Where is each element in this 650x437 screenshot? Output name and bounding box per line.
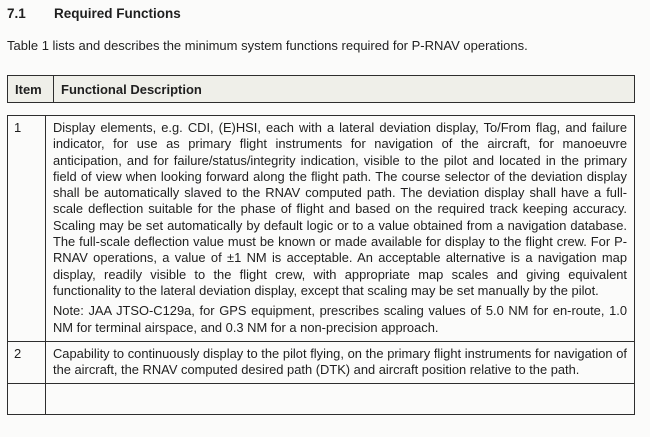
table-row — [8, 116, 634, 342]
description-paragraph: Capability to continuously display to the pilot flying, on the primary flight instruments for navigation of the aircraft, the RNAV computed desired path (DTK) and aircraft position relative to the path. — [53, 345, 627, 378]
intro-paragraph: Table 1 lists and describes the minimum system functions required for P-RNAV operations. — [7, 38, 528, 53]
item-cell — [8, 384, 46, 414]
section-number: 7.1 — [7, 6, 26, 21]
header-cell-item: Item — [8, 76, 54, 102]
description-paragraph: Display elements, e.g. CDI, (E)HSI, each with a lateral deviation display, To/From flag, and failure indicator, for use as primary flight instruments for navigation of the aircraft, for manoeuvre anticipation, and for failure/status/integrity indication, visible to the pilot and located in the primary field of view when looking forward along the flight path. The course selector of the deviation display shall be automatically slaved to the RNAV computed path. The deviation display shall have a full-scale deflection suitable for the phase of flight and based on the required track keeping accuracy. Scaling may be set automatically by default logic or to a value obtained from a navigation database. The full-scale deflection value must be known or made available for display to the flight crew. For P-RNAV operations, a value of ±1 NM is acceptable. An acceptable alternative is a navigation map display, readily visible to the flight crew, with appropriate map scales and giving equivalent functionality to the lateral deviation display, except that scaling may be set manually by the pilot. — [53, 120, 627, 298]
item-cell: 2 — [8, 342, 46, 384]
table-row — [8, 342, 634, 385]
note-paragraph: Note: JAA JTSO-C129a, for GPS equipment, prescribes scaling values of 5.0 NM for en-route, 1.0 NM for terminal airspace, and 0.3 NM for a non-precision approach. — [53, 303, 627, 335]
functions-table-body — [7, 115, 635, 415]
description-cell — [46, 342, 634, 384]
item-cell: 1 — [8, 116, 46, 341]
table-row — [8, 384, 634, 415]
section-title: Required Functions — [54, 6, 181, 21]
section-heading — [7, 5, 635, 22]
description-cell — [46, 116, 634, 341]
description-cell — [46, 384, 634, 414]
functions-table-header — [7, 75, 635, 103]
header-cell-functional-description: Functional Description — [61, 81, 202, 97]
